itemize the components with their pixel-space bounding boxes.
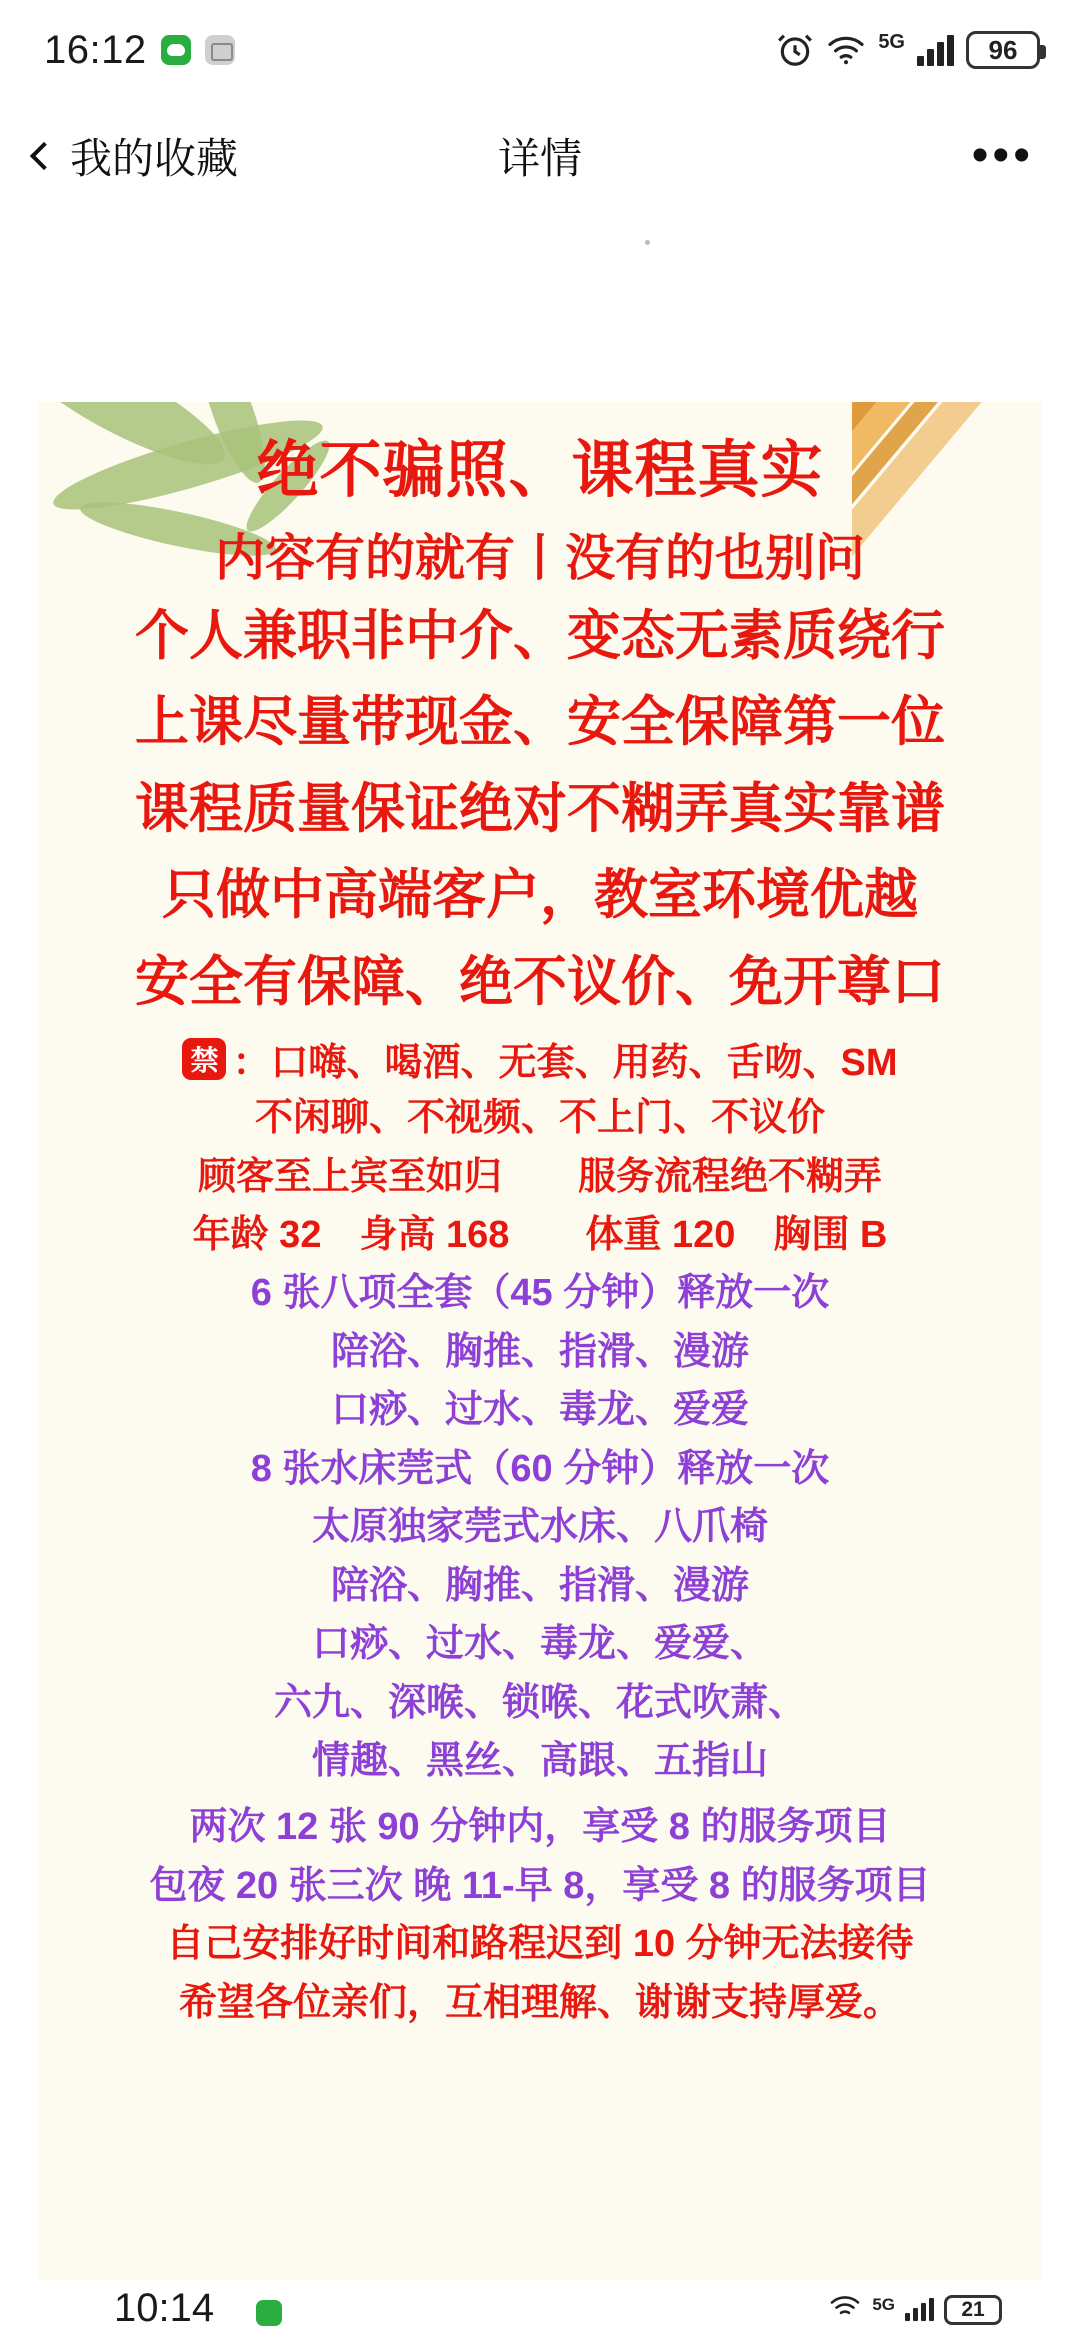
poster-subhead: 内容有的就有丨没有的也别问: [215, 529, 865, 586]
peek-wifi-icon: [828, 2294, 862, 2325]
package-line: 陪浴、胸推、指滑、漫游: [330, 1564, 749, 1607]
wifi-icon: [826, 34, 866, 66]
status-bar-right: [776, 31, 1040, 69]
detail-content[interactable]: [0, 212, 1080, 2340]
package-line: 口痧、过水、毒龙、爱爱: [330, 1389, 749, 1432]
poster-text-body: [38, 402, 1042, 2045]
package-line: 6 张八项全套（45 分钟）释放一次: [250, 1272, 830, 1315]
network-type-label: 5G: [878, 31, 905, 53]
next-image-peek[interactable]: [38, 2280, 1042, 2340]
battery-indicator: [966, 31, 1040, 69]
status-bar-left: [44, 28, 235, 73]
peek-battery-level: 21: [944, 2295, 1002, 2325]
poster-rule: 课程质量保证绝对不糊弄真实靠谱: [135, 778, 945, 839]
package-line: 口痧、过水、毒龙、爱爱、: [311, 1623, 768, 1666]
service-motto: 顾客至上宾至如归 服务流程绝不糊弄: [197, 1155, 882, 1198]
package-line: 陪浴、胸推、指滑、漫游: [330, 1330, 749, 1373]
status-bar: [0, 0, 1080, 100]
profile-stats: 年龄 32 身高 168 体重 120 胸围 B: [192, 1214, 888, 1256]
peek-network-type: 5G: [872, 2295, 895, 2314]
peek-time: 10:14: [114, 2286, 215, 2330]
ban-badge: 禁: [182, 1038, 226, 1080]
footer-line: 两次 12 张 90 分钟内，享受 8 的服务项目: [189, 1806, 891, 1849]
package-line: 太原独家莞式水床、八爪椅: [311, 1506, 768, 1549]
chevron-left-icon: [30, 142, 58, 170]
poster-image[interactable]: [38, 402, 1042, 2332]
ban-list-text: ：口嗨、喝酒、无套、用药、舌吻、SM: [232, 1042, 898, 1085]
battery-level: 96: [988, 34, 1018, 65]
ban-list-row: [50, 1031, 1030, 1086]
alarm-icon: [776, 31, 814, 69]
back-button-label: 我的收藏: [70, 135, 239, 182]
status-time: 16:12: [44, 27, 147, 72]
notice-line: 自己安排好时间和路程迟到 10 分钟无法接待: [166, 1923, 914, 1966]
wechat-icon: [161, 35, 191, 65]
navigation-bar: [0, 100, 1080, 212]
poster-rule: 上课尽量带现金、安全保障第一位: [135, 692, 945, 753]
peek-wechat-icon: [256, 2300, 282, 2326]
content-dot-marker: [645, 240, 650, 245]
peek-status-right: [828, 2294, 1002, 2325]
gallery-icon: [205, 35, 235, 65]
notice-line: 希望各位亲们，互相理解、谢谢支持厚爱。: [178, 1981, 901, 2024]
ban-list-text-2: 不闲聊、不视频、不上门、不议价: [254, 1097, 825, 1140]
package-line: 情趣、黑丝、高跟、五指山: [311, 1739, 768, 1782]
poster-rule: 个人兼职非中介、变态无素质绕行: [135, 605, 945, 666]
poster-headline: 绝不骗照、课程真实: [256, 436, 824, 505]
back-button[interactable]: [0, 126, 238, 186]
signal-icon: [917, 35, 954, 66]
package-line: 8 张水床莞式（60 分钟）释放一次: [250, 1447, 830, 1490]
poster-rule: 安全有保障、绝不议价、免开尊口: [135, 951, 945, 1012]
package-line: 六九、深喉、锁喉、花式吹萧、: [273, 1681, 806, 1724]
peek-signal-icon: [905, 2298, 934, 2321]
poster-rule: 只做中高端客户，教室环境优越: [162, 865, 918, 926]
more-options-button[interactable]: •••: [971, 129, 1034, 182]
page-title: 详情: [497, 135, 582, 182]
footer-line: 包夜 20 张三次 晚 11-早 8，享受 8 的服务项目: [149, 1864, 931, 1907]
